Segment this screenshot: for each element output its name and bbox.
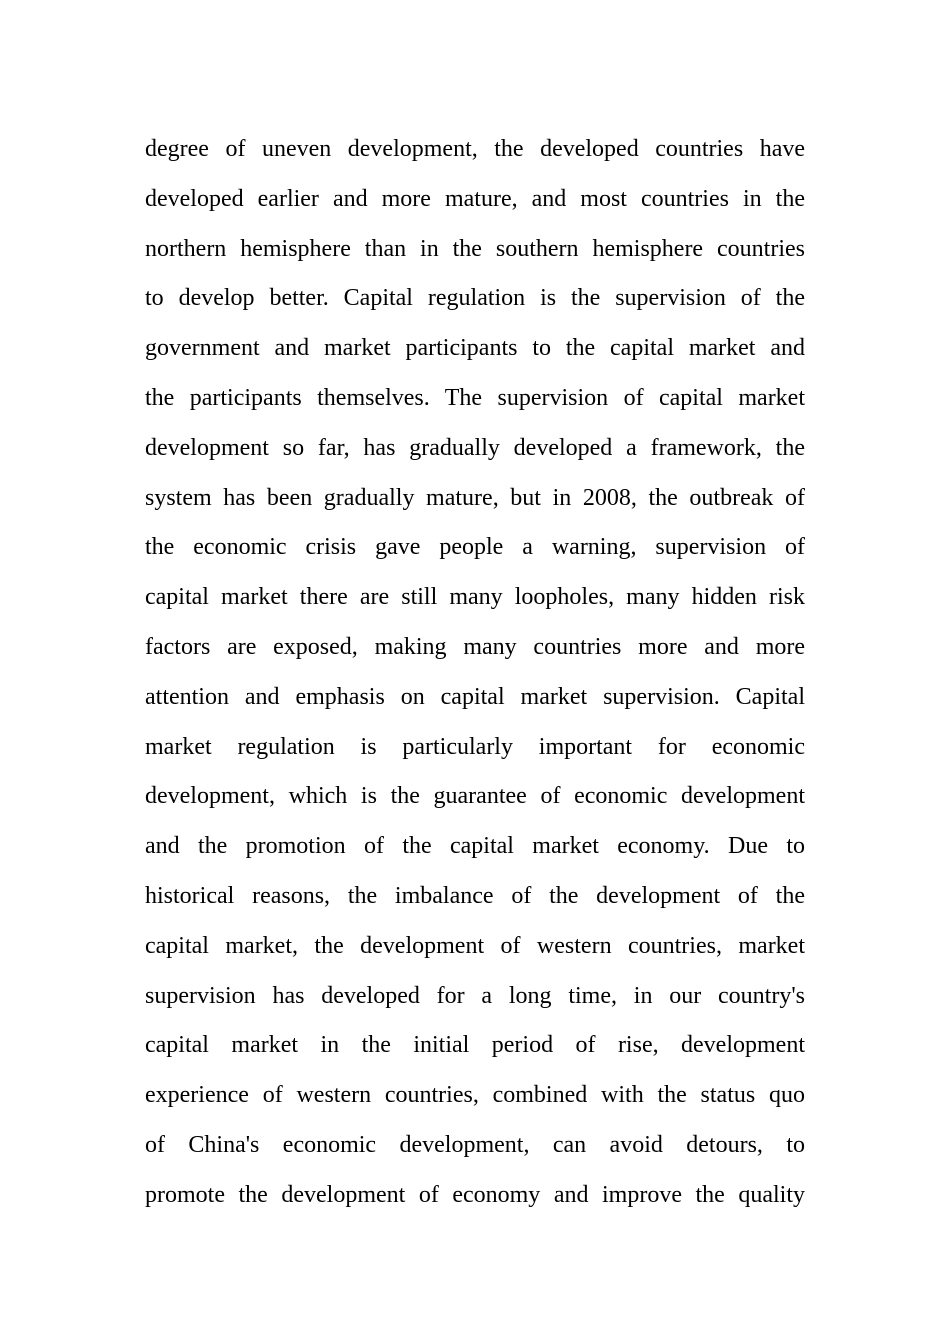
text-line: factors are exposed, making many countries more and more xyxy=(145,633,805,660)
text-line: and the promotion of the capital market economy. Due to xyxy=(145,833,805,860)
text-line: developed earlier and more mature, and most countries in the xyxy=(145,185,805,212)
text-line: development, which is the guarantee of economic development xyxy=(145,783,805,810)
text-line: capital market in the initial period of rise, development xyxy=(145,1032,805,1059)
text-line: market regulation is particularly important for economic xyxy=(145,733,805,760)
text-line: degree of uneven development, the developed countries have xyxy=(145,136,805,162)
text-line: capital market there are still many loopholes, many hidden risk xyxy=(145,584,805,611)
text-line: promote the development of economy and improve the quality xyxy=(145,1181,805,1208)
text-line: supervision has developed for a long time, in our country's xyxy=(145,982,805,1009)
text-line: capital market, the development of western countries, market xyxy=(145,932,805,959)
body-paragraph xyxy=(145,131,805,1227)
text-line: the economic crisis gave people a warning, supervision of xyxy=(145,534,805,561)
text-line: government and market participants to the capital market and xyxy=(145,335,805,362)
text-line: system has been gradually mature, but in 2008, the outbreak of xyxy=(145,484,805,511)
text-line: experience of western countries, combined with the status quo xyxy=(145,1082,805,1109)
text-line: to develop better. Capital regulation is the supervision of the xyxy=(145,285,805,312)
text-line: of China's economic development, can avoid detours, to xyxy=(145,1131,805,1158)
text-line: the participants themselves. The supervision of capital market xyxy=(145,384,805,411)
text-line: historical reasons, the imbalance of the development of the xyxy=(145,882,805,909)
text-line: northern hemisphere than in the southern hemisphere countries xyxy=(145,235,805,262)
text-line: attention and emphasis on capital market supervision. Capital xyxy=(145,683,805,710)
text-line: development so far, has gradually developed a framework, the xyxy=(145,434,805,461)
